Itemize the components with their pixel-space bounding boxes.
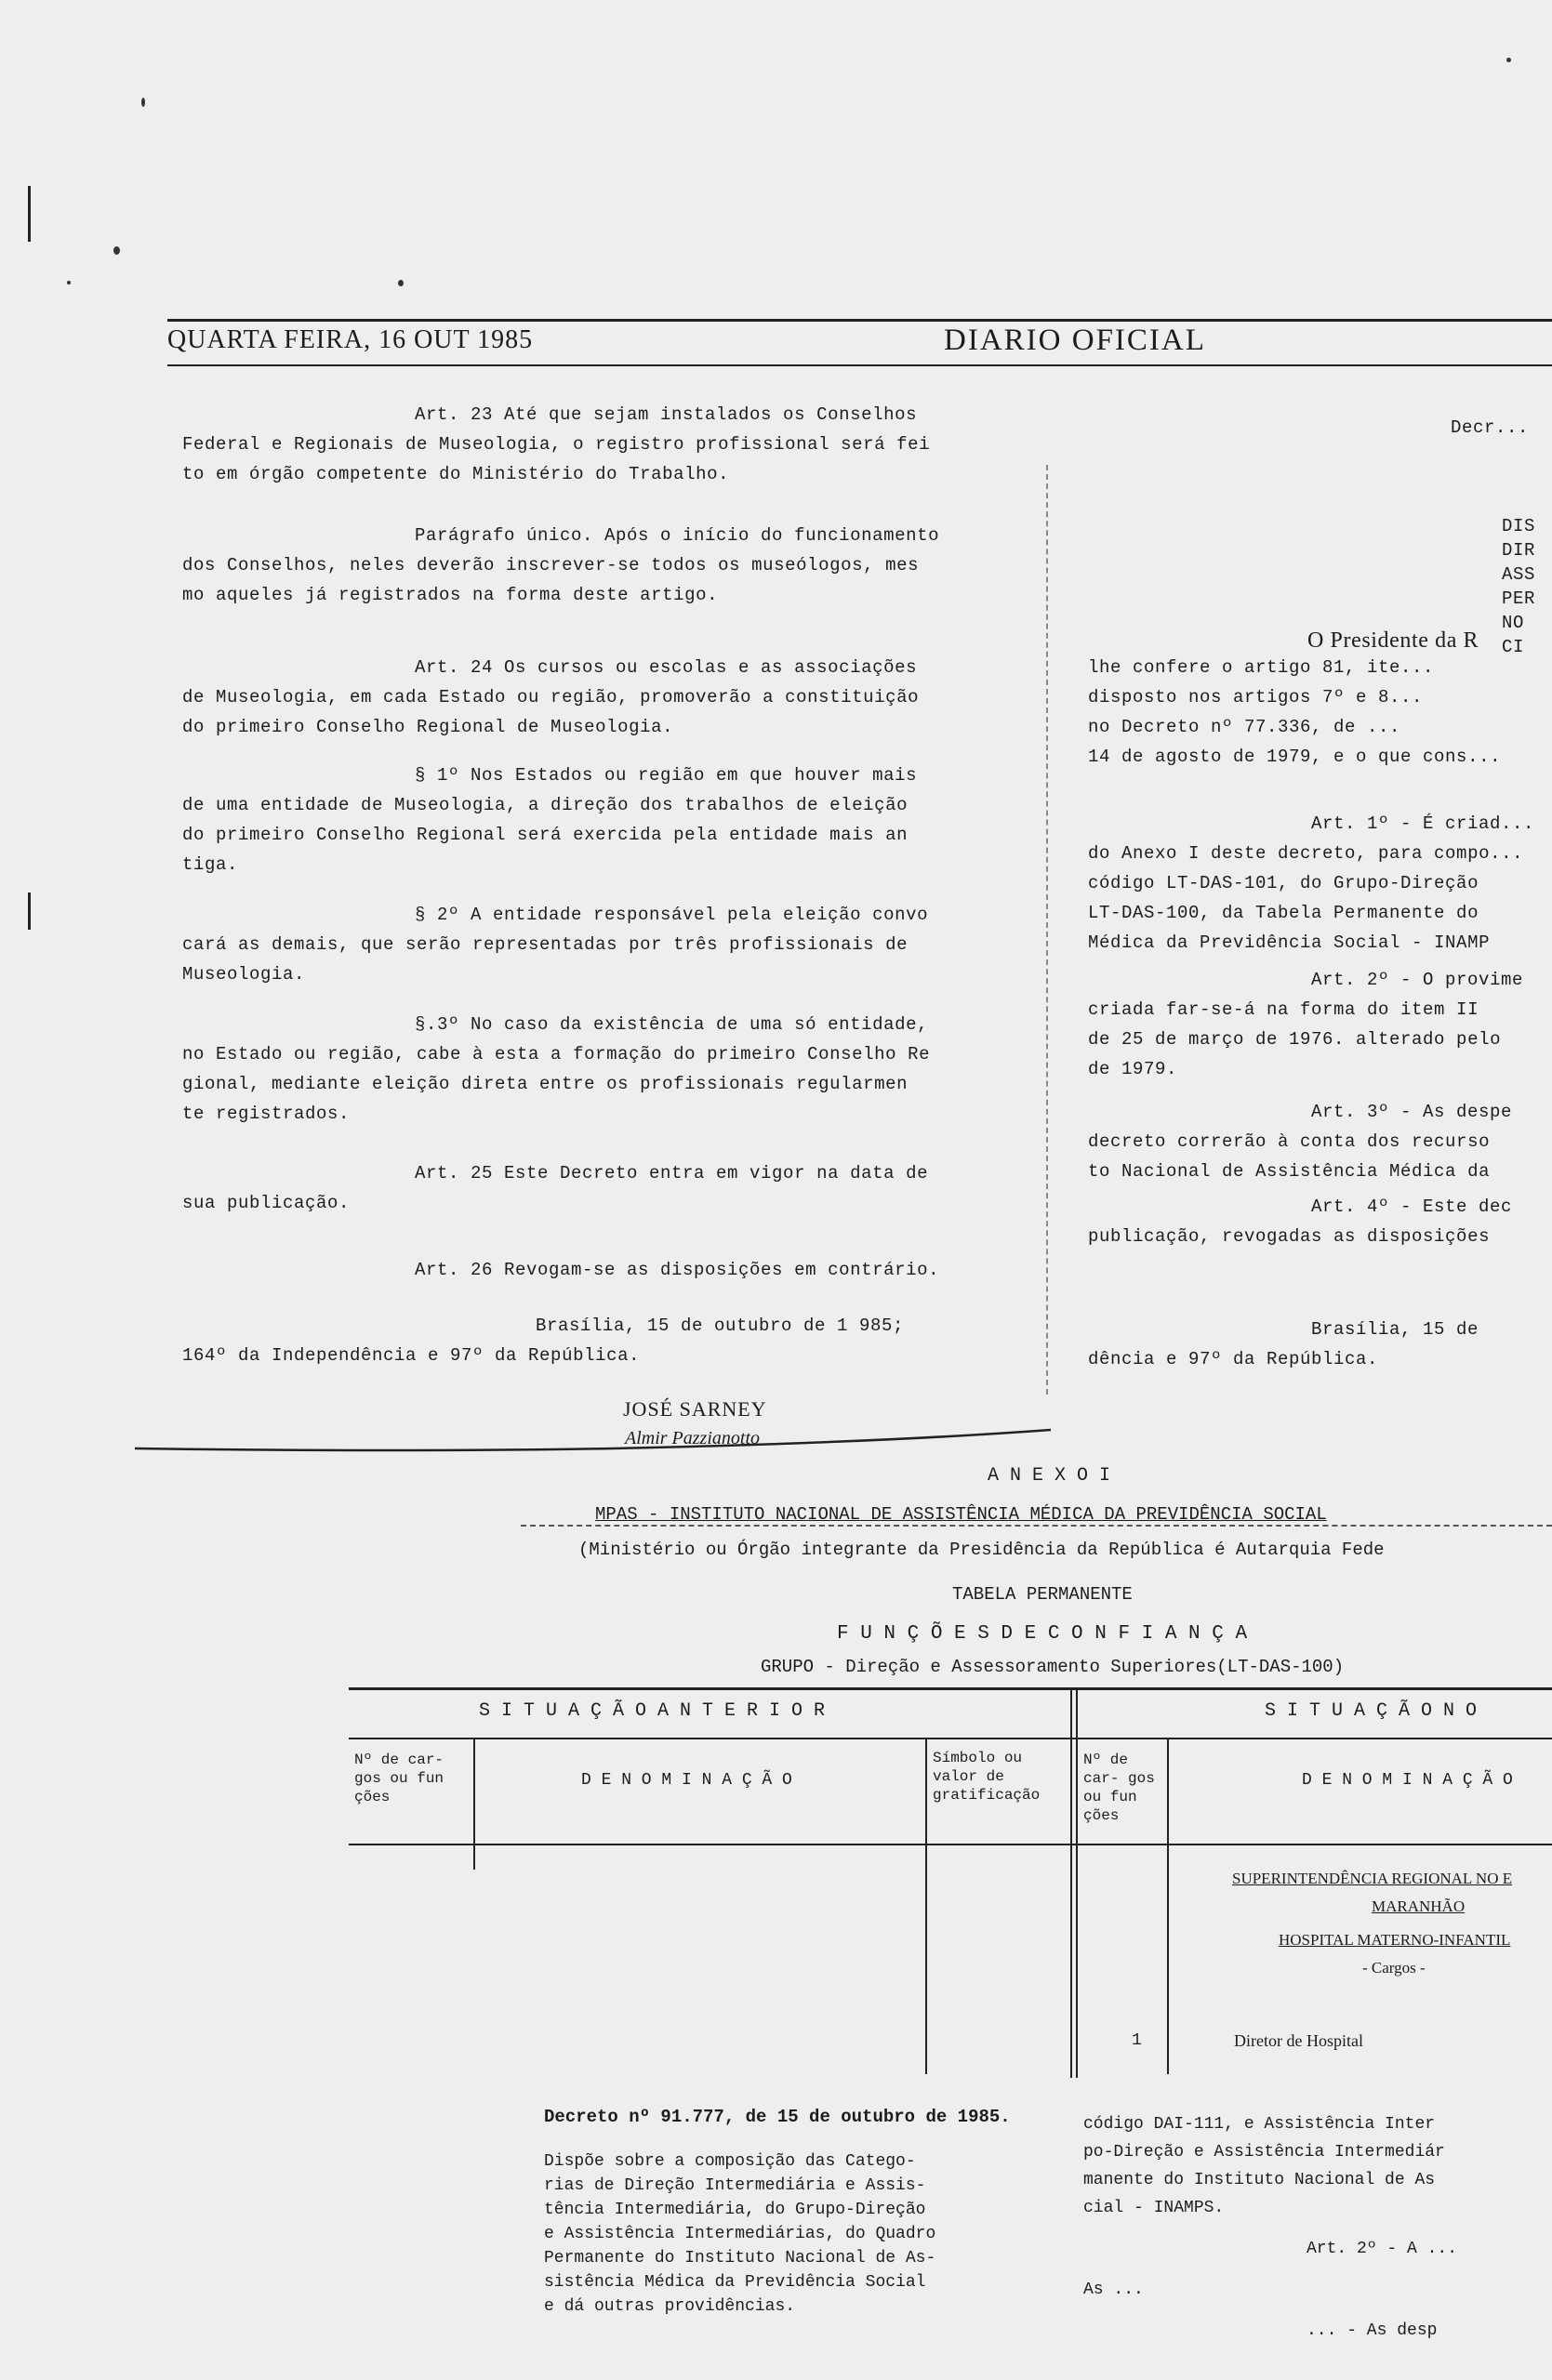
text-line: cará as demais, que serão representadas por três profissionais de bbox=[182, 934, 909, 955]
text-line: LT-DAS-100, da Tabela Permanente do bbox=[1088, 903, 1479, 923]
text-line: decreto correrão à conta dos recurso bbox=[1088, 1131, 1491, 1152]
row-count: 1 bbox=[1132, 2031, 1142, 2050]
text-line: manente do Instituto Nacional de As bbox=[1083, 2171, 1436, 2189]
summary-line: sistência Médica da Previdência Social bbox=[544, 2273, 926, 2292]
right-column-text bbox=[1088, 400, 1552, 1385]
table-header-rule bbox=[349, 1738, 1552, 1739]
text-line: Art. 1º - É criad... bbox=[1311, 813, 1535, 834]
text-line: Art. 3º - As despe bbox=[1311, 1102, 1513, 1122]
text-line: no Estado ou região, cabe à esta a formação do primeiro Conselho Re bbox=[182, 1044, 931, 1064]
text-line: do primeiro Conselho Regional de Museologia. bbox=[182, 717, 674, 737]
text-line: Art. 2º - A ... bbox=[1307, 2240, 1458, 2258]
annex-agency-dashes bbox=[521, 1525, 1552, 1527]
header-date-line: QUARTA FEIRA, 16 OUT 1985 bbox=[167, 325, 534, 354]
annex-group: GRUPO - Direção e Assessoramento Superiores(LT-DAS-100) bbox=[761, 1657, 1345, 1677]
text-fragment: NO bbox=[1502, 613, 1525, 633]
text-line: Médica da Previdência Social - INAMP bbox=[1088, 932, 1491, 953]
text-line: Art. 4º - Este dec bbox=[1311, 1197, 1513, 1217]
header-rule-bottom bbox=[167, 364, 1552, 366]
table-top-rule bbox=[349, 1687, 1552, 1690]
text-fragment: DIR bbox=[1502, 540, 1536, 561]
header-rule-top bbox=[167, 319, 1552, 322]
row-title: Diretor de Hospital bbox=[1234, 2031, 1363, 2050]
text-line: 164º da Independência e 97º da República. bbox=[182, 1345, 641, 1366]
text-line: do primeiro Conselho Regional será exercida pela entidade mais an bbox=[182, 825, 909, 845]
text-line: § 2º A entidade responsável pela eleição convo bbox=[415, 905, 929, 925]
col-denomination-new-header: D E N O M I N A Ç Ã O bbox=[1302, 1771, 1513, 1790]
text-line: no Decreto nº 77.336, de ... bbox=[1088, 717, 1401, 737]
text-line: disposto nos artigos 7º e 8... bbox=[1088, 687, 1424, 707]
scan-speck bbox=[67, 281, 71, 284]
text-line: lhe confere o artigo 81, ite... bbox=[1088, 657, 1435, 678]
text-fragment: ASS bbox=[1502, 564, 1536, 585]
text-line: de Museologia, em cada Estado ou região, promoverão a constituição bbox=[182, 687, 920, 707]
text-line: ... - As desp bbox=[1307, 2321, 1438, 2340]
col-divider-double bbox=[1070, 1687, 1072, 2078]
text-line: Federal e Regionais de Museologia, o registro profissional será fei bbox=[182, 434, 931, 455]
bottom-right-text bbox=[1083, 2110, 1552, 2345]
col-divider bbox=[925, 1739, 927, 2074]
text-line: Art. 26 Revogam-se as disposições em contrário. bbox=[415, 1260, 940, 1280]
text-line: de 25 de março de 1976. alterado pelo bbox=[1088, 1029, 1502, 1050]
text-line: código LT-DAS-101, do Grupo-Direção bbox=[1088, 873, 1479, 893]
scan-speck bbox=[141, 98, 145, 107]
text-line: de uma entidade de Museologia, a direção dos trabalhos de eleição bbox=[182, 795, 909, 815]
text-line: dos Conselhos, neles deverão inscrever-se todos os museólogos, mes bbox=[182, 555, 920, 575]
text-line: Parágrafo único. Após o início do funcionamento bbox=[415, 525, 940, 546]
text-line: do Anexo I deste decreto, para compo... bbox=[1088, 843, 1524, 864]
left-edge-mark bbox=[28, 892, 31, 930]
text-line: de 1979. bbox=[1088, 1059, 1178, 1079]
situation-new: S I T U A Ç Ã O N O bbox=[1265, 1700, 1478, 1722]
scan-speck bbox=[1506, 58, 1511, 62]
text-line: publicação, revogadas as disposições bbox=[1088, 1226, 1491, 1247]
col-count-new-header: Nº de car- gos ou fun ções bbox=[1083, 1752, 1155, 1824]
text-line: mo aqueles já registrados na forma deste artigo. bbox=[182, 585, 719, 605]
decree-title: Decreto nº 91.777, de 15 de outubro de 1985. bbox=[544, 2107, 1011, 2127]
text-line: § 1º Nos Estados ou região em que houver mais bbox=[415, 765, 918, 786]
text-line: Museologia. bbox=[182, 964, 306, 985]
column-separator bbox=[1046, 465, 1048, 1395]
situation-previous: S I T U A Ç Ã O A N T E R I O R bbox=[479, 1700, 826, 1722]
annex-title: A N E X O I bbox=[988, 1465, 1111, 1487]
annex-table-name: TABELA PERMANENTE bbox=[952, 1584, 1133, 1605]
text-fragment: DIS bbox=[1502, 516, 1536, 536]
text-fragment: Decr... bbox=[1451, 417, 1530, 438]
col-denomination-header: D E N O M I N A Ç Ã O bbox=[581, 1771, 792, 1790]
text-line: 14 de agosto de 1979, e o que cons... bbox=[1088, 747, 1502, 767]
new-entry: HOSPITAL MATERNO-INFANTIL bbox=[1279, 1931, 1511, 1949]
text-line: te registrados. bbox=[182, 1104, 351, 1124]
signature-minister: Almir Pazzianotto bbox=[625, 1428, 761, 1448]
text-line: Art. 24 Os cursos ou escolas e as associações bbox=[415, 657, 918, 678]
text-line: Art. 25 Este Decreto entra em vigor na data de bbox=[415, 1163, 929, 1183]
signature-underline bbox=[130, 1421, 1060, 1458]
col-divider bbox=[473, 1739, 475, 1870]
text-line: gional, mediante eleição direta entre os profissionais regularmen bbox=[182, 1074, 909, 1094]
text-line: Brasília, 15 de bbox=[1311, 1319, 1479, 1340]
col-count-header: Nº de car- gos ou fun ções bbox=[354, 1752, 444, 1805]
left-column-text bbox=[182, 400, 1033, 1385]
summary-line: rias de Direção Intermediária e Assis- bbox=[544, 2176, 926, 2195]
col-divider-double bbox=[1076, 1687, 1078, 2078]
signature-president: JOSÉ SARNEY bbox=[623, 1397, 767, 1421]
summary-line: e Assistência Intermediárias, do Quadro bbox=[544, 2225, 936, 2243]
new-entry: MARANHÃO bbox=[1372, 1897, 1466, 1915]
decree-summary bbox=[544, 2149, 1046, 2319]
scan-speck bbox=[113, 246, 120, 255]
text-line: po-Direção e Assistência Intermediár bbox=[1083, 2143, 1445, 2162]
annex-table bbox=[349, 1687, 1552, 2078]
text-fragment: PER bbox=[1502, 588, 1536, 609]
text-line: Brasília, 15 de outubro de 1 985; bbox=[536, 1316, 905, 1336]
new-entry: - Cargos - bbox=[1362, 1959, 1426, 1977]
summary-line: tência Intermediária, do Grupo-Direção bbox=[544, 2201, 926, 2219]
annex-agency-note: (Ministério ou Órgão integrante da Presidência da República é Autarquia Fede bbox=[578, 1540, 1385, 1560]
text-line: Art. 2º - O provime bbox=[1311, 970, 1524, 990]
table-body-rule bbox=[349, 1844, 1552, 1845]
text-line: tiga. bbox=[182, 854, 239, 875]
col-divider bbox=[1167, 1739, 1169, 2074]
text-line: sua publicação. bbox=[182, 1193, 351, 1213]
new-entry: SUPERINTENDÊNCIA REGIONAL NO E bbox=[1232, 1870, 1513, 1887]
summary-line: e dá outras providências. bbox=[544, 2297, 796, 2316]
text-line: §.3º No caso da existência de uma só entidade, bbox=[415, 1014, 929, 1035]
summary-line: Dispõe sobre a composição das Catego- bbox=[544, 2152, 916, 2171]
annex-functions: F U N Ç Õ E S D E C O N F I A N Ç A bbox=[837, 1623, 1248, 1645]
scan-speck bbox=[398, 280, 404, 286]
text-line: to Nacional de Assistência Médica da bbox=[1088, 1161, 1491, 1182]
president-heading: O Presidente da R bbox=[1307, 628, 1479, 653]
summary-line: Permanente do Instituto Nacional de As- bbox=[544, 2249, 936, 2268]
text-fragment: CI bbox=[1502, 637, 1525, 657]
annex-agency: MPAS - INSTITUTO NACIONAL DE ASSISTÊNCIA MÉDICA DA PREVIDÊNCIA SOCIAL bbox=[595, 1504, 1327, 1525]
text-line: dência e 97º da República. bbox=[1088, 1349, 1379, 1369]
text-line: criada far-se-á na forma do item II bbox=[1088, 999, 1479, 1020]
text-line: As ... bbox=[1083, 2281, 1144, 2299]
text-line: cial - INAMPS. bbox=[1083, 2199, 1225, 2217]
newspaper-title: DIARIO OFICIAL bbox=[944, 324, 1206, 357]
text-line: Art. 23 Até que sejam instalados os Conselhos bbox=[415, 404, 918, 425]
col-symbol-header: Símbolo ou valor de gratificação bbox=[933, 1750, 1041, 1804]
text-line: código DAI-111, e Assistência Inter bbox=[1083, 2115, 1436, 2134]
text-line: to em órgão competente do Ministério do Trabalho. bbox=[182, 464, 730, 484]
left-edge-mark bbox=[28, 186, 31, 242]
